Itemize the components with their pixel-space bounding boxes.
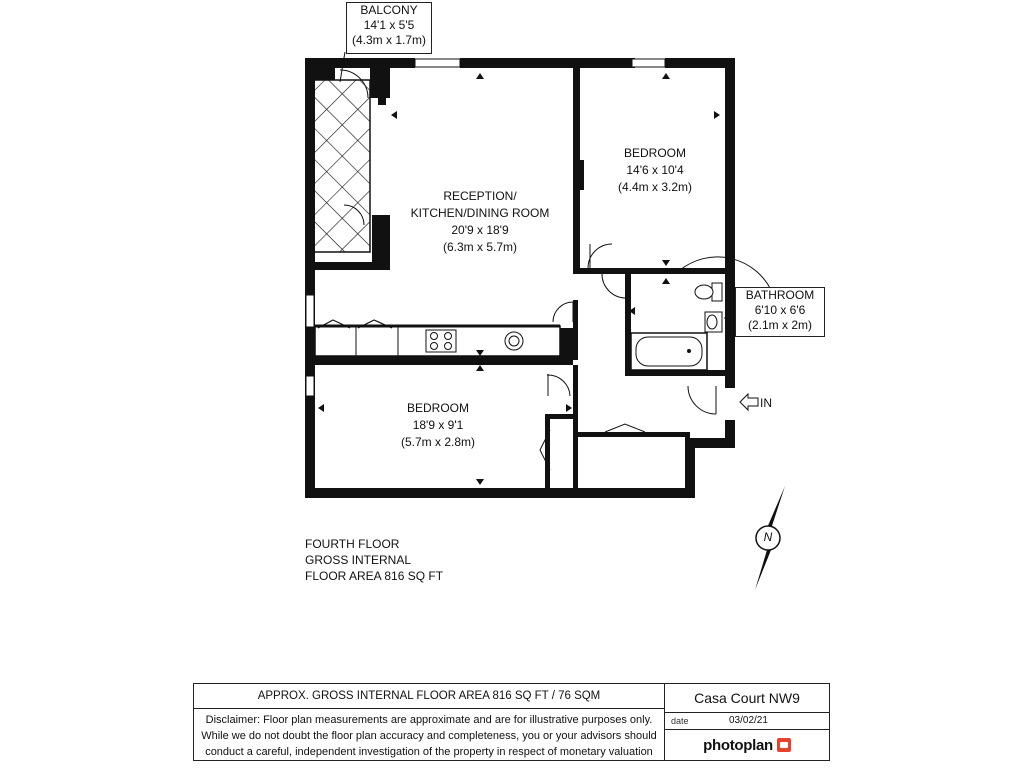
bathroom-name: BATHROOM — [745, 288, 815, 302]
bath-icon — [631, 333, 707, 370]
balcony-label — [346, 2, 432, 54]
toilet-icon — [695, 283, 722, 301]
sink-icon — [505, 332, 523, 350]
floor-info-line-2: GROSS INTERNAL — [305, 553, 412, 567]
basin-icon — [705, 312, 722, 332]
bathroom-label — [735, 287, 825, 337]
dimension-arrows — [318, 73, 720, 485]
entrance-label: IN — [760, 396, 772, 410]
balcony-metric: (4.3m x 1.7m) — [351, 33, 426, 47]
bedroom-2-metric: (5.7m x 2.8m) — [400, 435, 475, 449]
floor-info — [305, 536, 443, 584]
balcony-name: BALCONY — [360, 3, 418, 17]
brand-name: photoplan — [703, 736, 773, 754]
compass-label: N — [763, 530, 773, 544]
bedroom-2-label — [383, 400, 493, 451]
entrance-arrow-icon — [740, 394, 758, 410]
footer-right — [665, 684, 829, 760]
bedroom-1-label — [600, 145, 710, 196]
disclaimer-line-2: While we do not doubt the floor plan accuracy and completeness, you or your advisors should — [201, 730, 657, 742]
brand-mark-icon — [777, 738, 791, 752]
footer-date-row — [665, 713, 829, 730]
floor-info-line-3: FLOOR AREA 816 SQ FT — [305, 569, 444, 583]
bedroom-2-name: BEDROOM — [406, 401, 469, 415]
footer-disclaimer — [194, 709, 664, 763]
wardrobe-doors — [540, 424, 645, 470]
balcony-area — [312, 80, 370, 252]
bedroom-2-imperial: 18'9 x 9'1 — [412, 418, 464, 432]
photoplan-logo — [665, 730, 829, 760]
interior-walls — [315, 68, 725, 495]
disclaimer-line-3: conduct a careful, independent investigation of the property in respect of monetary valuation — [205, 746, 653, 758]
bedroom-1-imperial: 14'6 x 10'4 — [626, 163, 684, 177]
bathroom-metric: (2.1m x 2m) — [747, 318, 812, 332]
date-key: date — [671, 716, 689, 726]
footer-address: Casa Court NW9 — [665, 684, 829, 713]
bathroom-imperial: 6'10 x 6'6 — [754, 303, 806, 317]
disclaimer-line-1: Disclaimer: Floor plan measurements are approximate and are for illustrative purposes only. — [205, 714, 653, 726]
reception-imperial: 20'9 x 18'9 — [451, 223, 509, 237]
hob-icon — [426, 330, 456, 352]
reception-name-2: KITCHEN/DINING ROOM — [410, 206, 550, 220]
floor-info-line-1: FOURTH FLOOR — [305, 537, 400, 551]
bedroom-1-name: BEDROOM — [623, 146, 686, 160]
bedroom-1-metric: (4.4m x 3.2m) — [617, 180, 692, 194]
footer-panel — [193, 683, 830, 761]
balcony-imperial: 14'1 x 5'5 — [363, 18, 415, 32]
reception-metric: (6.3m x 5.7m) — [442, 240, 517, 254]
reception-name-1: RECEPTION/ — [443, 189, 517, 203]
reception-label — [396, 188, 564, 256]
footer-left — [194, 684, 665, 760]
date-value: 03/02/21 — [729, 715, 768, 726]
footer-area: APPROX. GROSS INTERNAL FLOOR AREA 816 SQ FT / 76 SQM — [194, 684, 664, 709]
